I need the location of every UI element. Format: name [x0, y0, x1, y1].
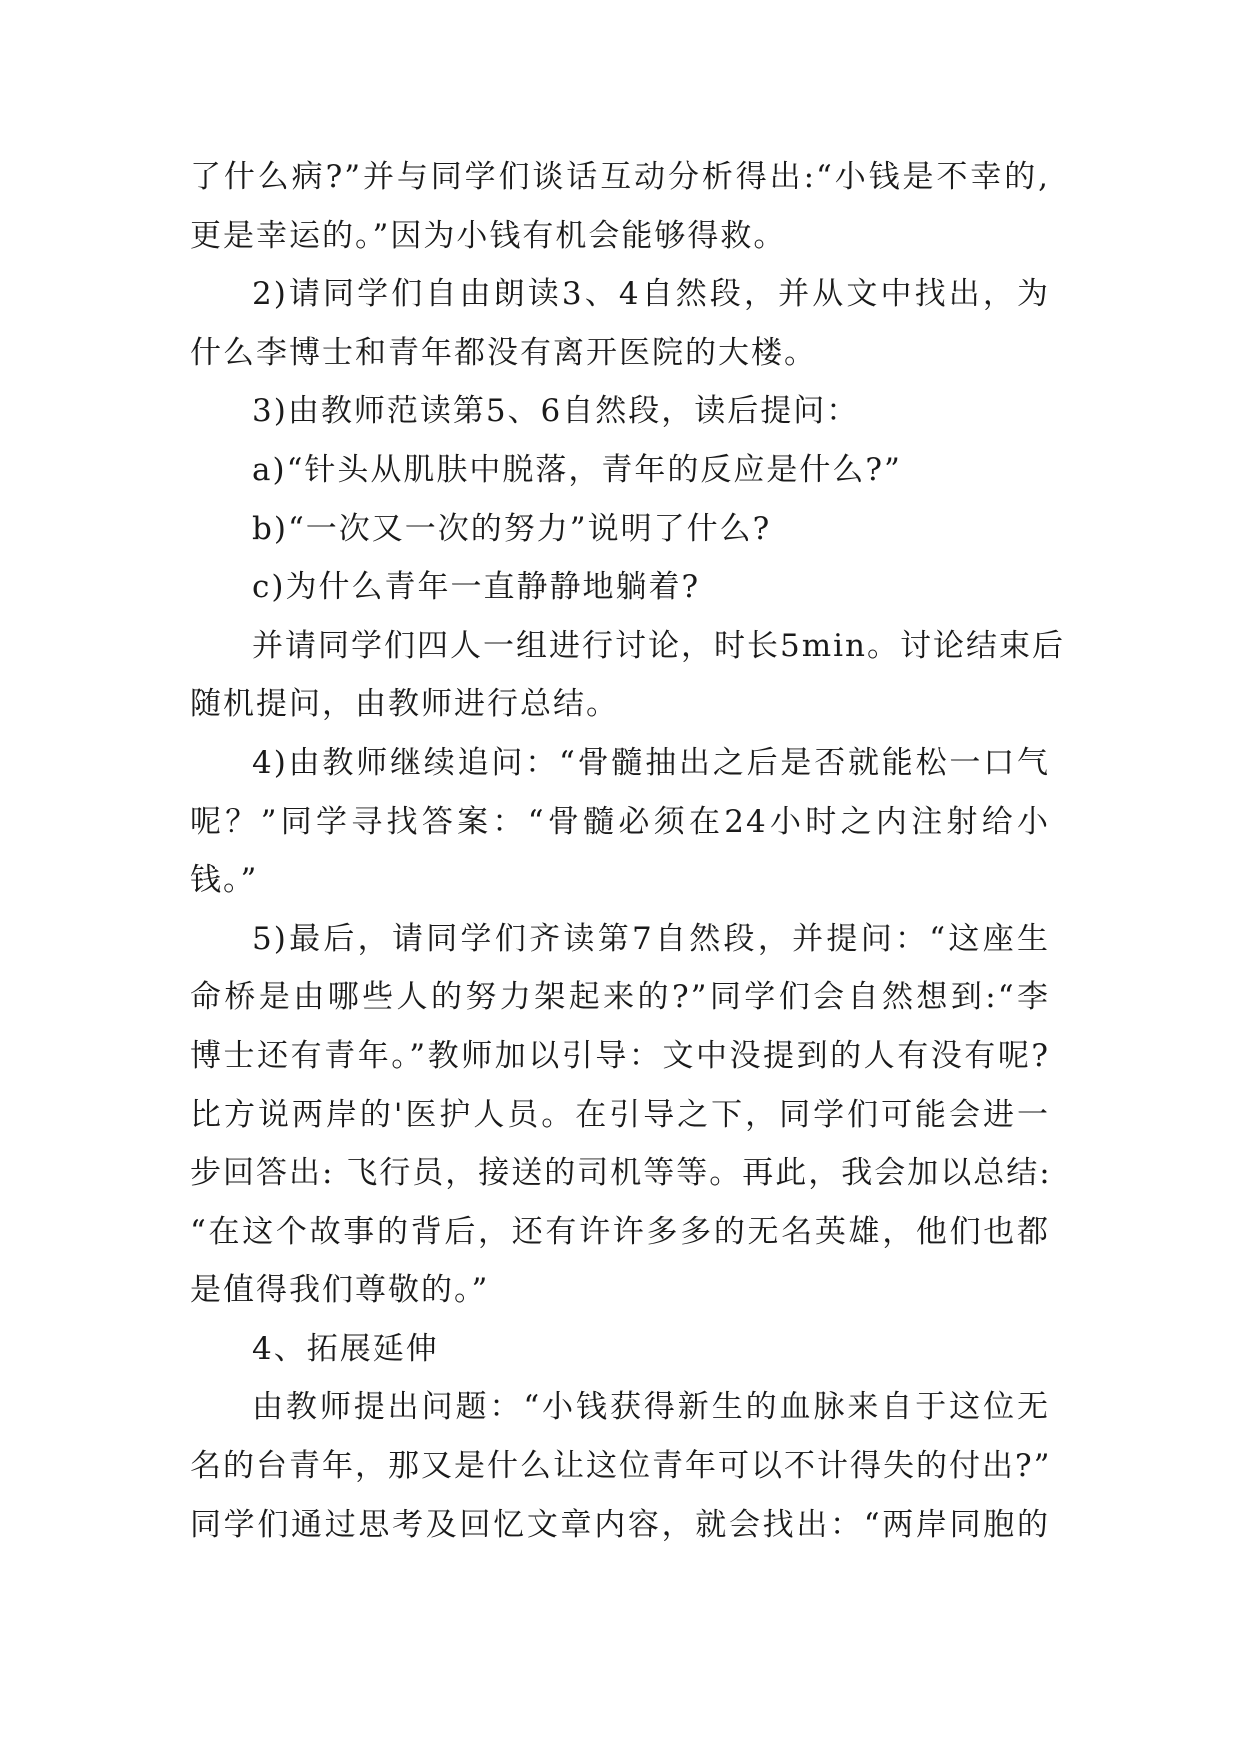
text-line: “在这个故事的背后，还有许许多多的无名英雄，他们也都	[190, 1213, 1050, 1250]
text-line: 名的台青年，那又是什么让这位青年可以不计得失的付出?”	[190, 1448, 1052, 1485]
text-line: 步回答出: 飞行员，接送的司机等等。再此，我会加以总结:	[190, 1155, 1052, 1192]
text-line: 并请同学们四人一组进行讨论，时长5min。讨论结束后	[252, 627, 1065, 664]
text-line: 3)由教师范读第5、6自然段，读后提问：	[252, 393, 860, 430]
text-line: 呢？”同学寻找答案：“骨髓必须在24小时之内注射给小	[190, 803, 1050, 840]
text-line: 钱。”	[190, 862, 259, 899]
document-page	[190, 148, 1065, 1554]
text-line: 由教师提出问题：“小钱获得新生的血脉来自于这位无	[252, 1389, 1050, 1426]
text-line: 4)由教师继续追问：“骨髓抽出之后是否就能松一口气	[252, 744, 1050, 781]
text-line: 5)最后，请同学们齐读第7自然段，并提问：“这座生	[252, 920, 1050, 957]
text-line: 比方说两岸的'医护人员。在引导之下，同学们可能会进一	[190, 1096, 1050, 1133]
text-line: 更是幸运的。”因为小钱有机会能够得救。	[190, 217, 787, 254]
text-line: 博士还有青年。”教师加以引导：文中没提到的人有没有呢?	[190, 1037, 1050, 1074]
text-line: b)“一次又一次的努力”说明了什么?	[252, 510, 772, 547]
text-line: 了什么病?”并与同学们谈话互动分析得出:“小钱是不幸的,	[190, 159, 1050, 195]
text-line: 2)请同学们自由朗读3、4自然段，并从文中找出，为	[252, 276, 1050, 313]
text-line: 同学们通过思考及回忆文章内容，就会找出：“两岸同胞的	[190, 1506, 1050, 1543]
text-line: c)为什么青年一直静静地躺着?	[252, 569, 701, 606]
text-line: 什么李博士和青年都没有离开医院的大楼。	[190, 334, 817, 371]
text-line: 命桥是由哪些人的努力架起来的?”同学们会自然想到:“李	[190, 979, 1050, 1016]
text-line: a)“针头从肌肤中脱落，青年的反应是什么?”	[252, 451, 902, 488]
section-heading: 4、拓展延伸	[252, 1330, 439, 1367]
text-line: 是值得我们尊敬的。”	[190, 1272, 490, 1309]
text-line: 随机提问，由教师进行总结。	[190, 686, 619, 723]
